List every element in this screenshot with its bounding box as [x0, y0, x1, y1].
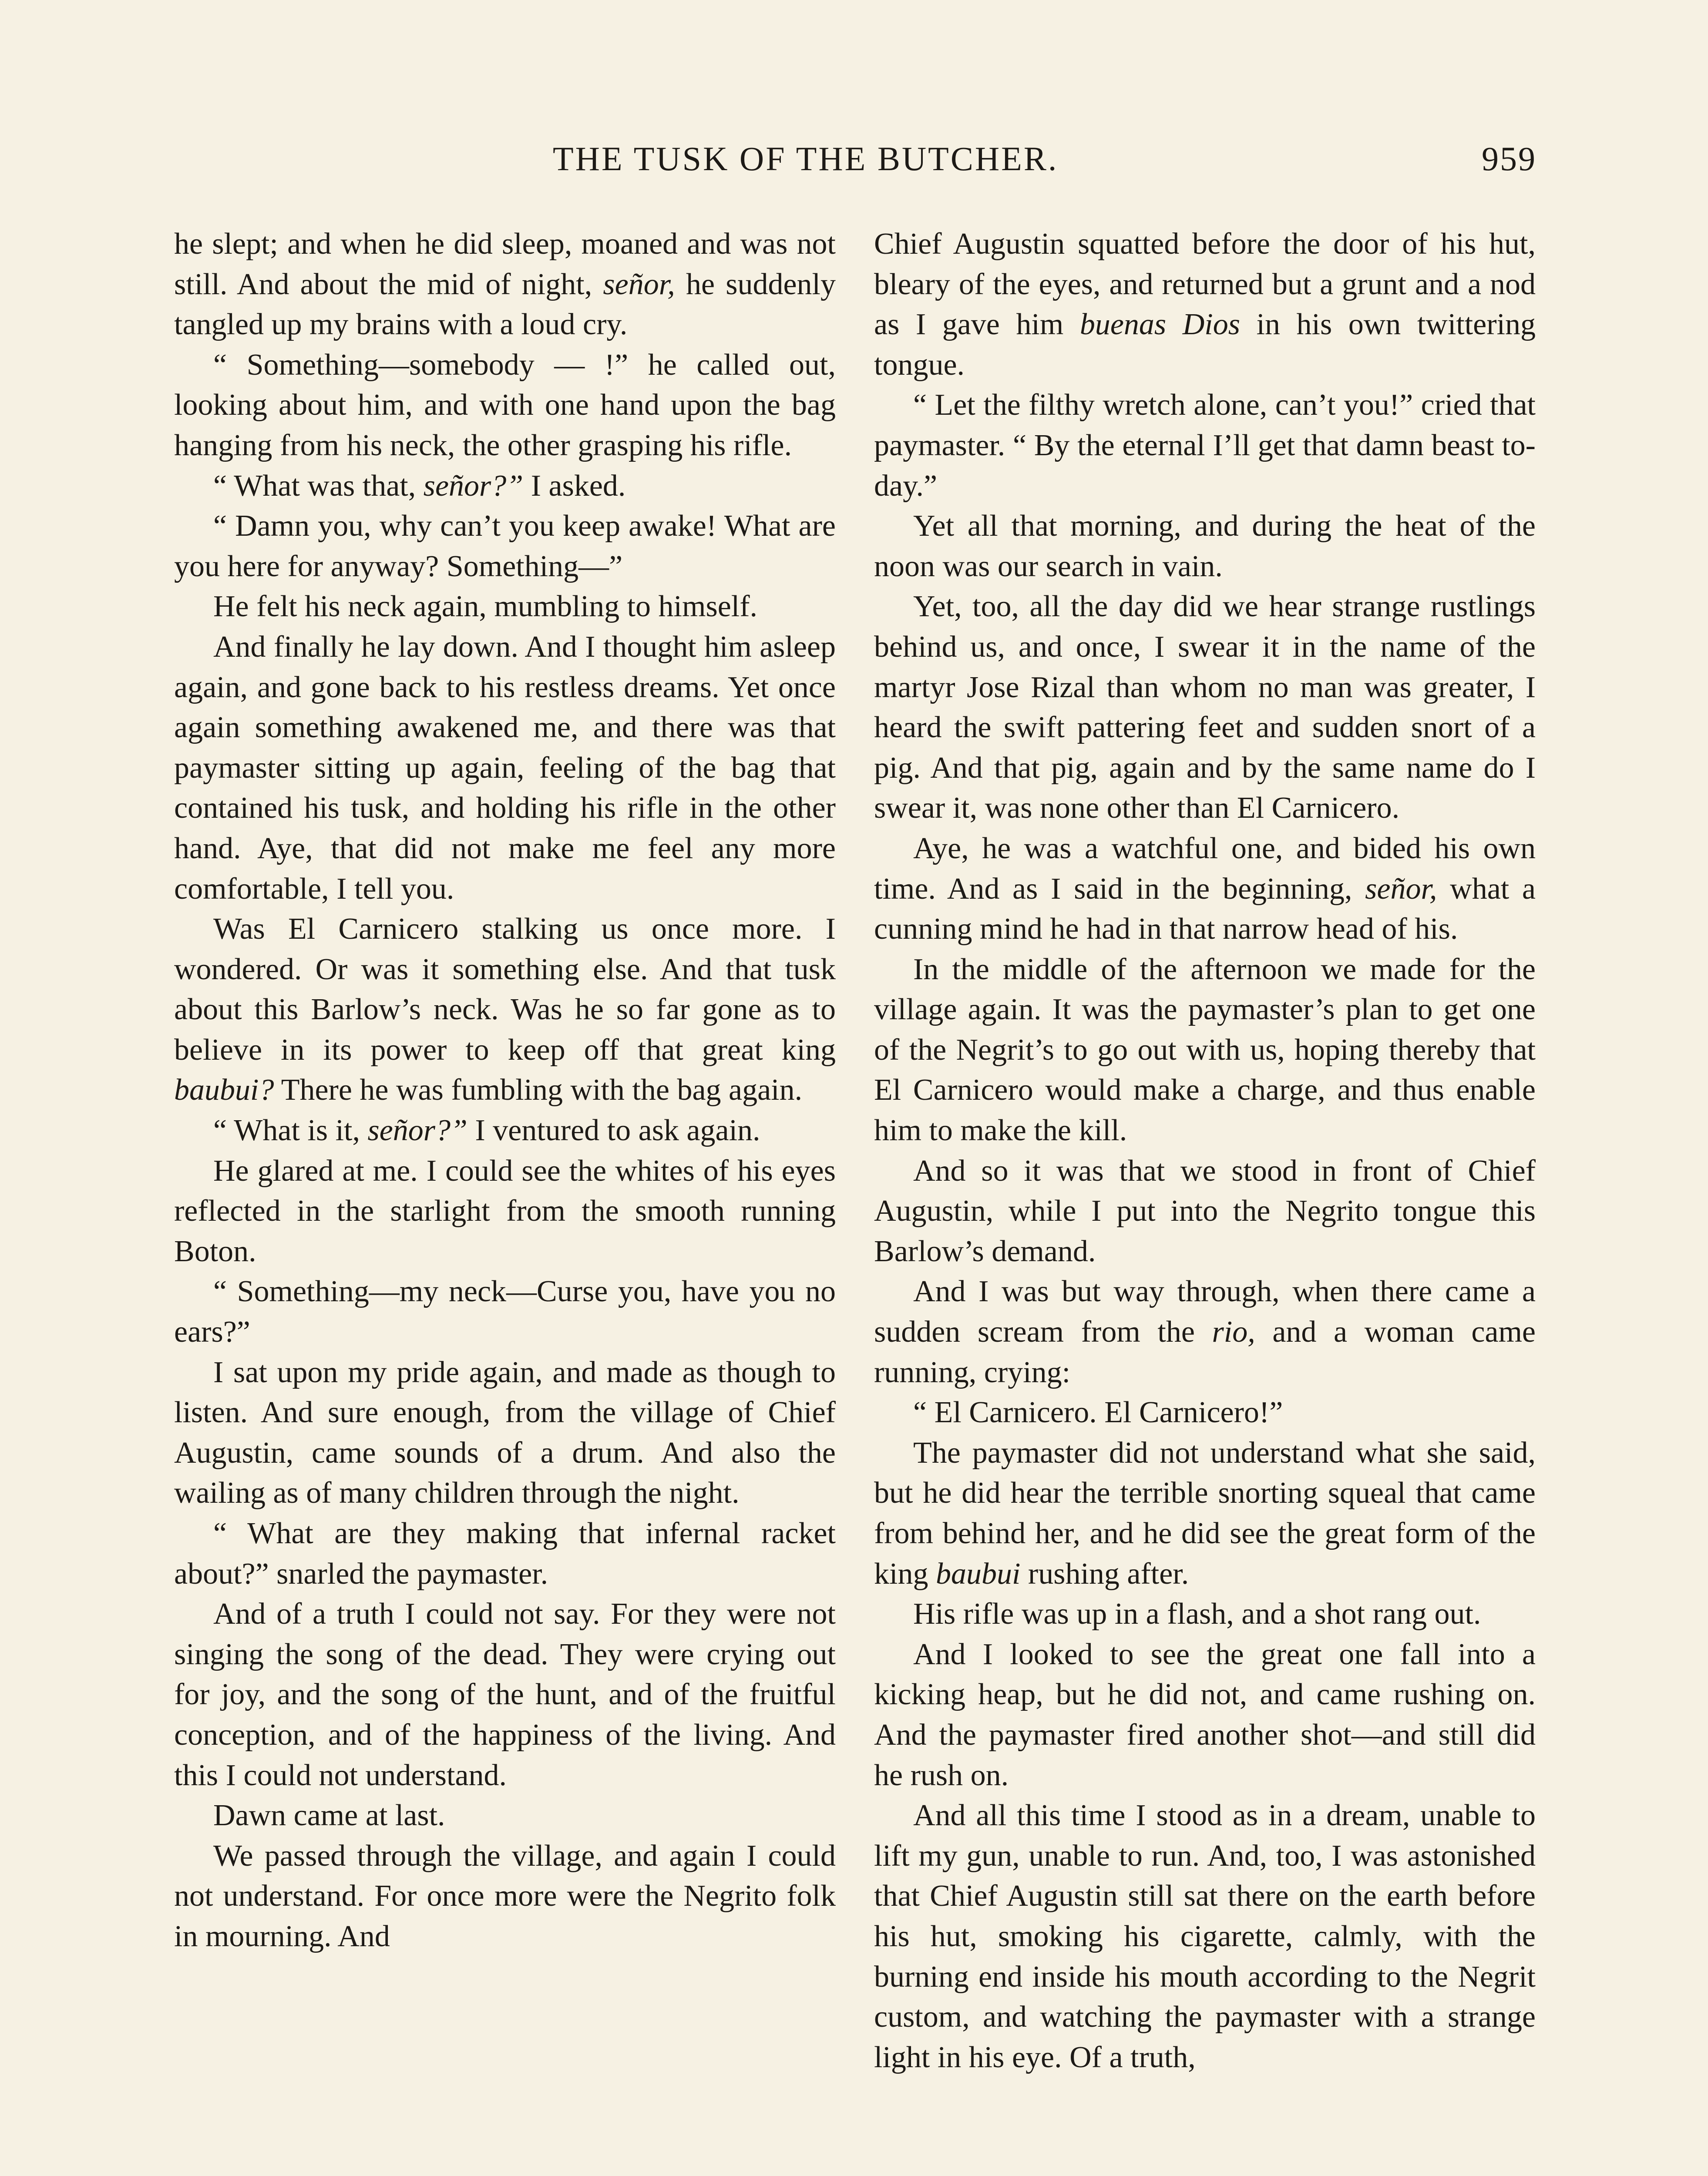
- paragraph: I sat upon my pride again, and made as though to listen. And sure enough, from the village of Chief Augustin, came sounds of a drum. And also the wailing as of many children through the night.: [174, 1355, 836, 1510]
- paragraph: He glared at me. I could see the whites of his eyes reflected in the starlight from the smooth running Boton.: [174, 1154, 836, 1268]
- paragraph: he slept; and when he did sleep, moaned and was not still. And about the mid of night, señor, he suddenly tangled up my brains with a loud cry.: [174, 227, 836, 342]
- paragraph: And I looked to see the great one fall into a kicking heap, but he did not, and came rushing on. And the paymaster fired another shot—and still did he rush on.: [874, 1637, 1536, 1792]
- paragraph: Yet all that morning, and during the heat of the noon was our search in vain.: [874, 509, 1536, 583]
- paragraph: The paymaster did not understand what she said, but he did hear the terrible snorting squeal that came from behind her, and he did see the great form of the king baubui rushing after.: [874, 1436, 1536, 1591]
- paragraph: Was El Carnicero stalking us once more. I wondered. Or was it something else. And that tusk about this Barlow’s neck. Was he so far gone as to believe in its power to keep off that great king baubui? There he was fumbling with the bag again.: [174, 912, 836, 1107]
- paragraph: And of a truth I could not say. For they were not singing the song of the dead. They were crying out for joy, and the song of the hunt, and of the fruitful conception, and of the happiness of the living. And this I could not understand.: [174, 1597, 836, 1792]
- paragraph: And so it was that we stood in front of Chief Augustin, while I put into the Negrito tongue this Barlow’s demand.: [874, 1154, 1536, 1268]
- paragraph: And all this time I stood as in a dream, unable to lift my gun, unable to run. And, too, I was astonished that Chief Augustin still sat there on the earth before his hut, smoking his cigarette, calmly, with the burning end inside his mouth according to the Negrit custom, and watching the paymaster with a strange light in his eye. Of a truth,: [874, 1799, 1536, 2074]
- paragraph: Yet, too, all the day did we hear strange rustlings behind us, and once, I swear it in the name of the martyr Jose Rizal than whom no man was greater, I heard the swift pattering feet and sudden snort of a pig. And that pig, again and by the same name do I swear it, was none other than El Carnicero.: [874, 590, 1536, 825]
- paragraph: “ What was that, señor?” I asked.: [213, 469, 626, 503]
- paragraph: His rifle was up in a flash, and a shot rang out.: [913, 1597, 1481, 1631]
- paragraph: He felt his neck again, mumbling to himself.: [213, 590, 758, 624]
- running-head: [174, 131, 1537, 191]
- paragraph: Chief Augustin squatted before the door of his hut, bleary of the eyes, and returned but a grunt and a nod as I gave him buenas Dios in his own twittering tongue.: [874, 227, 1536, 382]
- right-text-column: [874, 224, 1536, 2078]
- left-text-column: [174, 224, 836, 1957]
- paragraph: “ Damn you, why can’t you keep awake! What are you here for anyway? Something—”: [174, 509, 836, 583]
- paragraph: “ Something—somebody — !” he called out, looking about him, and with one hand upon the bag hanging from his neck, the other grasping his rifle.: [174, 348, 836, 462]
- paragraph: “ Let the filthy wretch alone, can’t you!” cried that paymaster. “ By the eternal I’ll get that damn beast to-day.”: [874, 388, 1536, 503]
- paragraph: “ What are they making that infernal racket about?” snarled the paymaster.: [174, 1517, 836, 1591]
- paragraph: And finally he lay down. And I thought him asleep again, and gone back to his restless dreams. Yet once again something awakened me, and there was that paymaster sitting up again, feeling of the bag that contained his tusk, and holding his rifle in the other hand. Aye, that did not make me feel any more comfortable, I tell you.: [174, 630, 836, 906]
- paragraph: Dawn came at last.: [213, 1799, 445, 1833]
- page-number: 959: [1482, 140, 1537, 178]
- paragraph: Aye, he was a watchful one, and bided his own time. And as I said in the beginning, señor, what a cunning mind he had in that narrow head of his.: [874, 831, 1536, 946]
- paragraph: And I was but way through, when there came a sudden scream from the rio, and a woman came running, crying:: [874, 1275, 1536, 1389]
- paragraph: We passed through the village, and again I could not understand. For once more were the Negrito folk in mourning. And: [174, 1839, 836, 1953]
- paragraph: “ El Carnicero. El Carnicero!”: [913, 1396, 1283, 1430]
- running-title: THE TUSK OF THE BUTCHER.: [553, 140, 1059, 178]
- paragraph: “ What is it, señor?” I ventured to ask again.: [213, 1114, 760, 1148]
- paragraph: “ Something—my neck—Curse you, have you no ears?”: [174, 1275, 836, 1349]
- paragraph: In the middle of the afternoon we made for the village again. It was the paymaster’s plan to get one of the Negrit’s to go out with us, hoping thereby that El Carnicero would make a charge, and thus enable him to make the kill.: [874, 952, 1536, 1148]
